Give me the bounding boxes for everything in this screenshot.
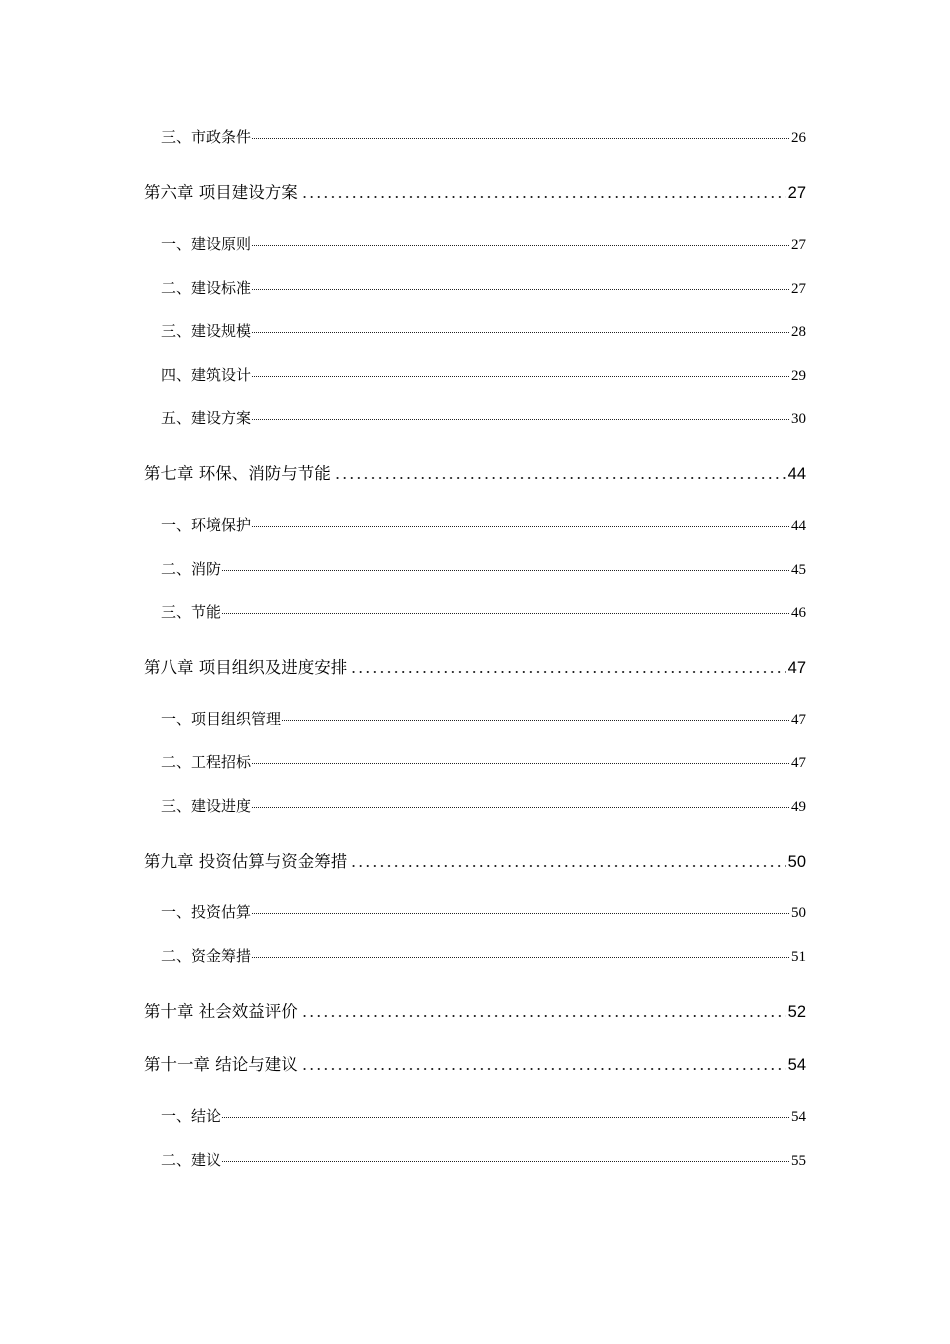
toc-entry-section[interactable]	[161, 407, 806, 428]
toc-entry-section[interactable]	[161, 1149, 806, 1170]
toc-entry-page: 30	[791, 411, 806, 427]
toc-entry-section[interactable]	[161, 751, 806, 772]
toc-entry-page: 44	[787, 465, 806, 483]
dot-leader	[252, 748, 789, 764]
toc-entry-chapter[interactable]	[144, 460, 806, 484]
toc-entry-page: 26	[791, 130, 806, 146]
dot-leader	[222, 555, 789, 571]
toc-entry-title: 一、建设原则	[161, 235, 252, 253]
dot-leader	[348, 864, 785, 868]
toc-entry-page: 47	[787, 659, 806, 677]
dot-leader	[222, 1146, 789, 1162]
toc-entry-title: 三、节能	[161, 603, 222, 621]
toc-entry-title: 二、建议	[161, 1151, 222, 1169]
toc-entry-page: 50	[787, 853, 806, 871]
toc-entry-page: 28	[791, 324, 806, 340]
toc-entry-title: 四、建筑设计	[161, 366, 252, 384]
toc-entry-page: 54	[791, 1109, 806, 1125]
toc-entry-title: 二、建设标准	[161, 279, 252, 297]
toc-entry-page: 46	[791, 605, 806, 621]
dot-leader	[299, 1067, 786, 1071]
toc-entry-section[interactable]	[161, 1105, 806, 1126]
dot-leader	[252, 230, 789, 246]
dot-leader	[252, 317, 789, 333]
toc-entry-title: 一、结论	[161, 1107, 222, 1125]
toc-entry-page: 44	[791, 518, 806, 534]
toc-entry-page: 47	[791, 712, 806, 728]
dot-leader	[252, 123, 789, 139]
dot-leader	[252, 511, 789, 527]
dot-leader	[299, 1014, 786, 1018]
toc-entry-section[interactable]	[161, 277, 806, 298]
toc-entry-page: 54	[787, 1056, 806, 1074]
dot-leader	[282, 705, 789, 721]
dot-leader	[252, 361, 789, 377]
dot-leader	[252, 404, 789, 420]
toc-entry-page: 45	[791, 562, 806, 578]
toc-entry-section[interactable]	[161, 233, 806, 254]
toc-entry-section[interactable]	[161, 514, 806, 535]
toc-entry-title: 一、环境保护	[161, 516, 252, 534]
toc-entry-section[interactable]	[161, 364, 806, 385]
toc-entry-section[interactable]	[161, 708, 806, 729]
dot-leader	[222, 598, 789, 614]
toc-entry-chapter[interactable]	[144, 179, 806, 203]
toc-entry-page: 52	[787, 1003, 806, 1021]
toc-entry-title: 一、项目组织管理	[161, 710, 282, 728]
toc-entry-section[interactable]	[161, 901, 806, 922]
toc-entry-section[interactable]	[161, 795, 806, 816]
toc-entry-page: 27	[791, 237, 806, 253]
toc-entry-section[interactable]	[161, 320, 806, 341]
toc-entry-title: 第七章 环保、消防与节能	[144, 464, 331, 483]
toc-entry-title: 一、投资估算	[161, 903, 252, 921]
dot-leader	[252, 792, 789, 808]
dot-leader	[252, 942, 789, 958]
toc-entry-section[interactable]	[161, 126, 806, 147]
dot-leader	[252, 898, 789, 914]
toc-entry-chapter[interactable]	[144, 1051, 806, 1075]
toc-entry-title: 三、建设规模	[161, 322, 252, 340]
toc-entry-title: 第八章 项目组织及进度安排	[144, 658, 348, 677]
toc-entry-page: 49	[791, 799, 806, 815]
toc-entry-page: 47	[791, 755, 806, 771]
dot-leader	[332, 476, 786, 480]
dot-leader	[252, 274, 789, 290]
toc-entry-chapter[interactable]	[144, 998, 806, 1022]
toc-entry-title: 三、市政条件	[161, 128, 252, 146]
toc-entry-section[interactable]	[161, 945, 806, 966]
toc-entry-title: 第十章 社会效益评价	[144, 1002, 298, 1021]
toc-entry-title: 二、消防	[161, 560, 222, 578]
toc-entry-title: 二、工程招标	[161, 753, 252, 771]
toc-entry-page: 55	[791, 1153, 806, 1169]
toc-entry-title: 第六章 项目建设方案	[144, 183, 298, 202]
toc-entry-page: 29	[791, 368, 806, 384]
toc-entry-section[interactable]	[161, 601, 806, 622]
toc-entry-chapter[interactable]	[144, 654, 806, 678]
dot-leader	[299, 195, 786, 199]
toc-entry-page: 51	[791, 949, 806, 965]
toc-entry-title: 第十一章 结论与建议	[144, 1055, 298, 1074]
toc-entry-title: 二、资金筹措	[161, 947, 252, 965]
toc-entry-title: 五、建设方案	[161, 409, 252, 427]
dot-leader	[222, 1102, 789, 1118]
toc-entry-section[interactable]	[161, 558, 806, 579]
dot-leader	[348, 670, 785, 674]
toc-entry-chapter[interactable]	[144, 848, 806, 872]
toc-entry-page: 50	[791, 905, 806, 921]
toc-entry-page: 27	[787, 184, 806, 202]
toc-entry-page: 27	[791, 281, 806, 297]
toc-entry-title: 第九章 投资估算与资金筹措	[144, 852, 348, 871]
toc-entry-title: 三、建设进度	[161, 797, 252, 815]
